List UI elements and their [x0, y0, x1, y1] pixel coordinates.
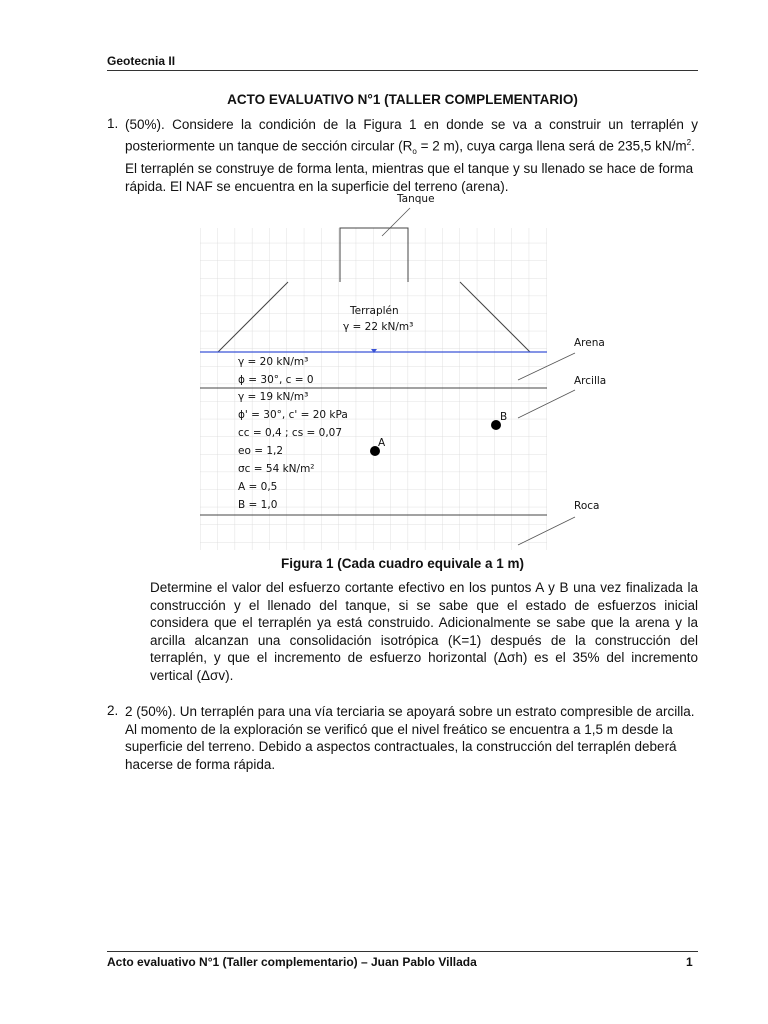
- q2-line: 2 (50%). Un terraplén para una vía terciaria se apoyará sobre un estrato compresible de arcilla.: [125, 704, 695, 719]
- arcilla-prop: σc = 54 kN/m²: [238, 463, 315, 475]
- figure-caption: Figura 1 (Cada cuadro equivale a 1 m): [280, 556, 525, 571]
- q2-line: Al momento de la exploración se verificó que el nivel freático se encuentra a 1,5 m desde la: [125, 721, 673, 737]
- label-point-a: A: [378, 437, 386, 449]
- q1-question-text: [150, 579, 698, 684]
- q1-text-line: considera que el terraplén ya está construido. Adicionalmente se sabe que la arena y la: [150, 615, 698, 630]
- q2-number: 2.: [107, 703, 119, 718]
- arcilla-prop: cc = 0,4 ; cs = 0,07: [238, 427, 343, 439]
- q1-statement: [125, 116, 698, 195]
- q1-number: 1.: [107, 116, 119, 131]
- document-title: ACTO EVALUATIVO N°1 (TALLER COMPLEMENTARIO): [227, 92, 578, 107]
- figure-1: [200, 190, 650, 555]
- q1-line2-c: .: [691, 138, 695, 153]
- arcilla-prop: B = 1,0: [238, 499, 278, 511]
- label-point-b: B: [500, 411, 508, 423]
- footer-rule: [107, 951, 698, 952]
- arena-prop: γ = 20 kN/m³: [238, 356, 309, 368]
- label-tanque: Tanque: [397, 193, 435, 205]
- q1-line1: (50%). Considere la condición de la Figura 1 en donde se va a construir un terraplén y: [125, 117, 698, 132]
- label-arena: Arena: [574, 337, 605, 349]
- q1-text-line: vertical (Δσv).: [150, 667, 234, 683]
- footer-text: Acto evaluativo N°1 (Taller complementario) – Juan Pablo Villada: [107, 955, 477, 969]
- arcilla-prop: eo = 1,2: [238, 445, 284, 457]
- arcilla-prop: ϕ' = 30°, c' = 20 kPa: [238, 409, 348, 421]
- q1-line2-a: posteriormente un tanque de sección circular (R: [125, 138, 413, 153]
- q1-line2-b: = 2 m), cuya carga llena será de 235,5 kN/m: [416, 138, 687, 153]
- arena-prop: ϕ = 30°, c = 0: [238, 374, 314, 386]
- q1-line2: [125, 134, 698, 161]
- q1-text-line: construcción y el llenado del tanque, si se sabe que el estado de esfuerzos inicial: [150, 597, 698, 613]
- header-course: Geotecnia II: [107, 54, 176, 68]
- label-gamma-terraplen: γ = 22 kN/m³: [343, 321, 414, 333]
- page-number: 1: [686, 955, 693, 969]
- label-roca: Roca: [574, 500, 600, 512]
- q1-text-line: arcilla alcanzan una consolidación isotrópica (K=1) después de la construcción del: [150, 632, 698, 648]
- q2-line: superficie del terreno. Debido a aspectos contractuales, la construcción del terraplén deberá: [125, 739, 677, 754]
- q1-line2-sup: 2: [686, 137, 692, 147]
- q2-line: hacerse de forma rápida.: [125, 756, 276, 772]
- label-terraplen: Terraplén: [350, 305, 399, 317]
- q1-text-line: Determine el valor del esfuerzo cortante efectivo en los puntos A y B una vez finalizada la: [150, 580, 698, 595]
- arcilla-prop: A = 0,5: [238, 481, 278, 493]
- q1-line3: El terraplén se construye de forma lenta, mientras que el tanque y su llenado se hace de forma: [125, 161, 694, 177]
- q1-line4: rápida. El NAF se encuentra en la superficie del terreno (arena).: [125, 178, 509, 194]
- q1-line2-sub: o: [412, 146, 417, 156]
- q2-statement: [125, 703, 698, 773]
- header-rule: [107, 70, 698, 71]
- arcilla-prop: γ = 19 kN/m³: [238, 391, 309, 403]
- label-arcilla: Arcilla: [574, 375, 607, 387]
- q1-text-line: terraplén, y que el incremento de esfuerzo horizontal (Δσh) es el 35% del incremento: [150, 650, 698, 665]
